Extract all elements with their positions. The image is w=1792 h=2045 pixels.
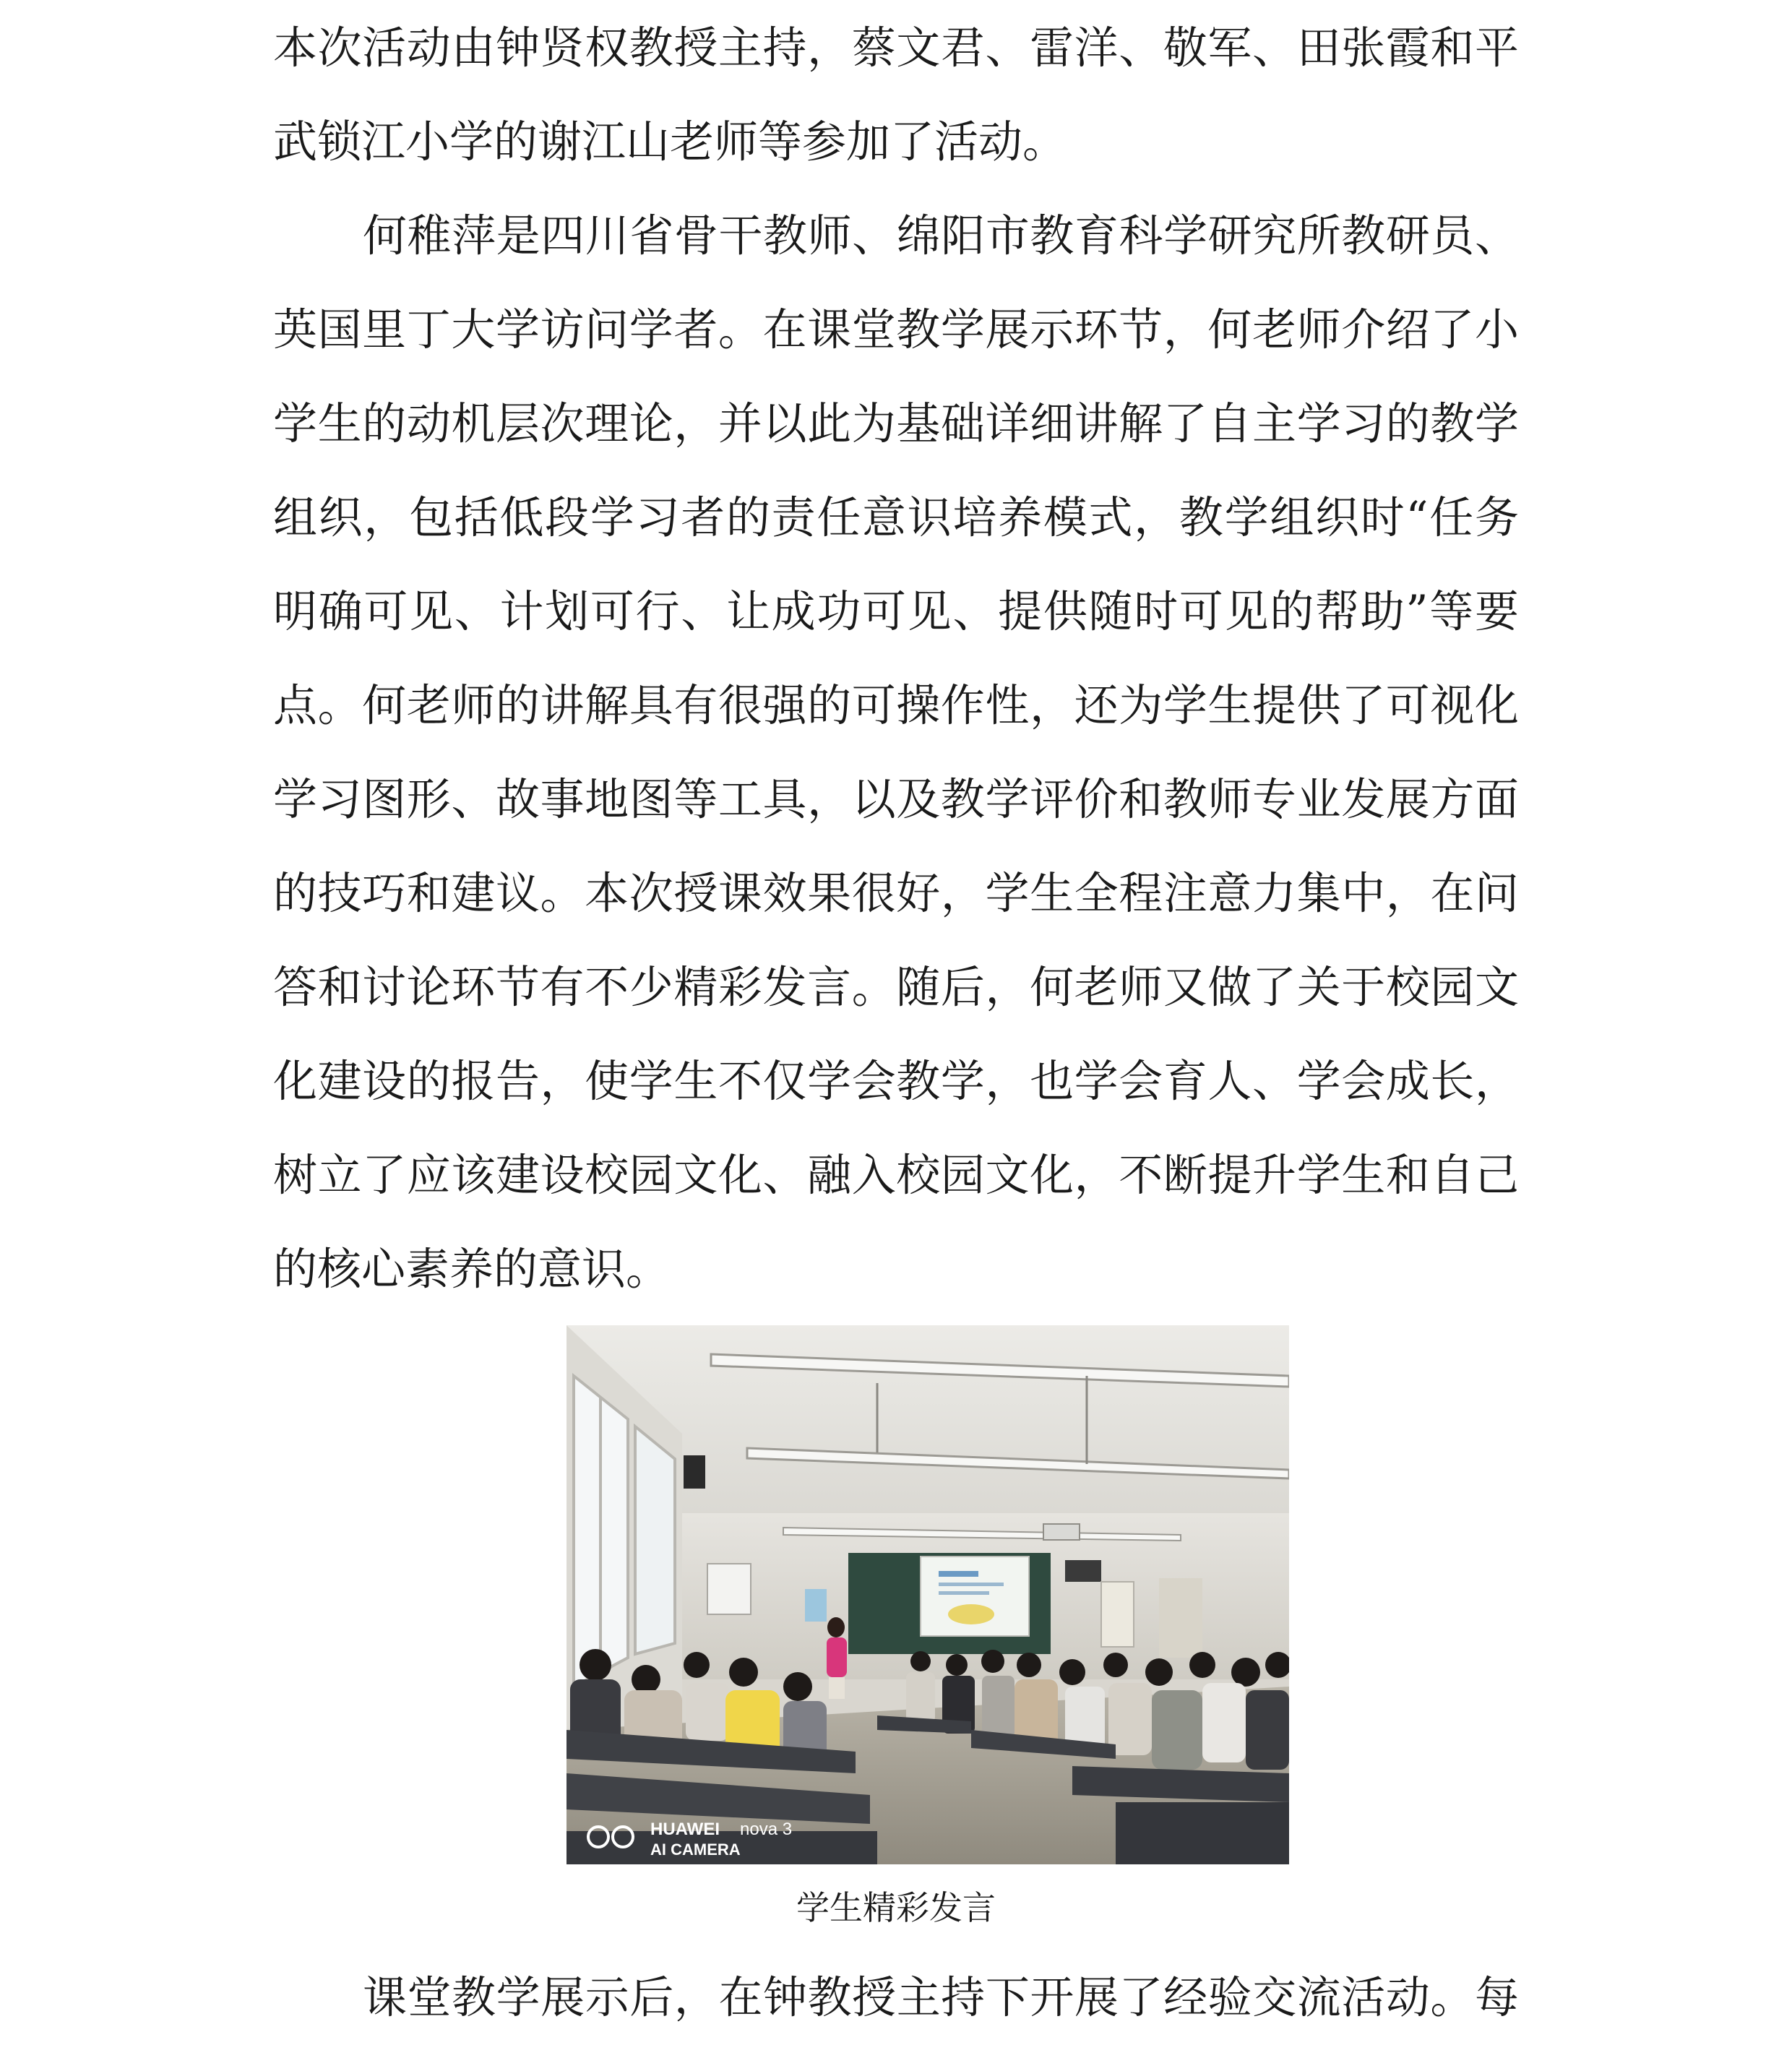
paragraph-2-line-3: 学生的动机层次理论，并以此为基础详细讲解了自主学习的教学 — [273, 398, 1519, 449]
paragraph-2-line-10: 化建设的报告，使学生不仅学会教学，也学会育人、学会成长， — [273, 1056, 1519, 1107]
figure-caption: 学生精彩发言 — [796, 1888, 996, 1927]
paragraph-3-line-1: 课堂教学展示后，在钟教授主持下开展了经验交流活动。每 — [363, 1972, 1519, 2023]
paragraph-2-line-2: 英国里丁大学访问学者。在课堂教学展示环节，何老师介绍了小 — [273, 304, 1519, 356]
paragraph-2-line-7: 学习图形、故事地图等工具，以及教学评价和教师专业发展方面 — [273, 774, 1519, 825]
paragraph-1 — [273, 1, 1519, 189]
watermark-brand: HUAWEI — [650, 1820, 720, 1839]
paragraph-1-line-1: 本次活动由钟贤权教授主持，蔡文君、雷洋、敬军、田张霞和平 — [273, 22, 1519, 74]
paragraph-1-line-2: 武锁江小学的谢江山老师等参加了活动。 — [273, 116, 1067, 168]
paragraph-2 — [273, 189, 1519, 1317]
paragraph-2-line-12: 的核心素养的意识。 — [273, 1244, 671, 1295]
paragraph-2-line-4: 组织，包括低段学习者的责任意识培养模式，教学组织时“任务 — [273, 492, 1519, 543]
paragraph-2-line-1: 何稚萍是四川省骨干教师、绵阳市教育科学研究所教研员、 — [363, 210, 1519, 262]
paragraph-2-line-5: 明确可见、计划可行、让成功可见、提供随时可见的帮助”等要 — [273, 586, 1519, 637]
watermark-model: nova 3 — [740, 1820, 793, 1839]
classroom-photo — [567, 1325, 1289, 1864]
paragraph-2-line-9: 答和讨论环节有不少精彩发言。随后，何老师又做了关于校园文 — [273, 962, 1519, 1013]
paragraph-2-line-6: 点。何老师的讲解具有很强的可操作性，还为学生提供了可视化 — [273, 680, 1519, 731]
paragraph-3 — [273, 1951, 1519, 2045]
watermark-camera: AI CAMERA — [650, 1840, 741, 1859]
paragraph-2-line-8: 的技巧和建议。本次授课效果很好，学生全程注意力集中，在问 — [273, 868, 1519, 919]
paragraph-2-line-11: 树立了应该建设校园文化、融入校园文化，不断提升学生和自己 — [273, 1150, 1519, 1201]
